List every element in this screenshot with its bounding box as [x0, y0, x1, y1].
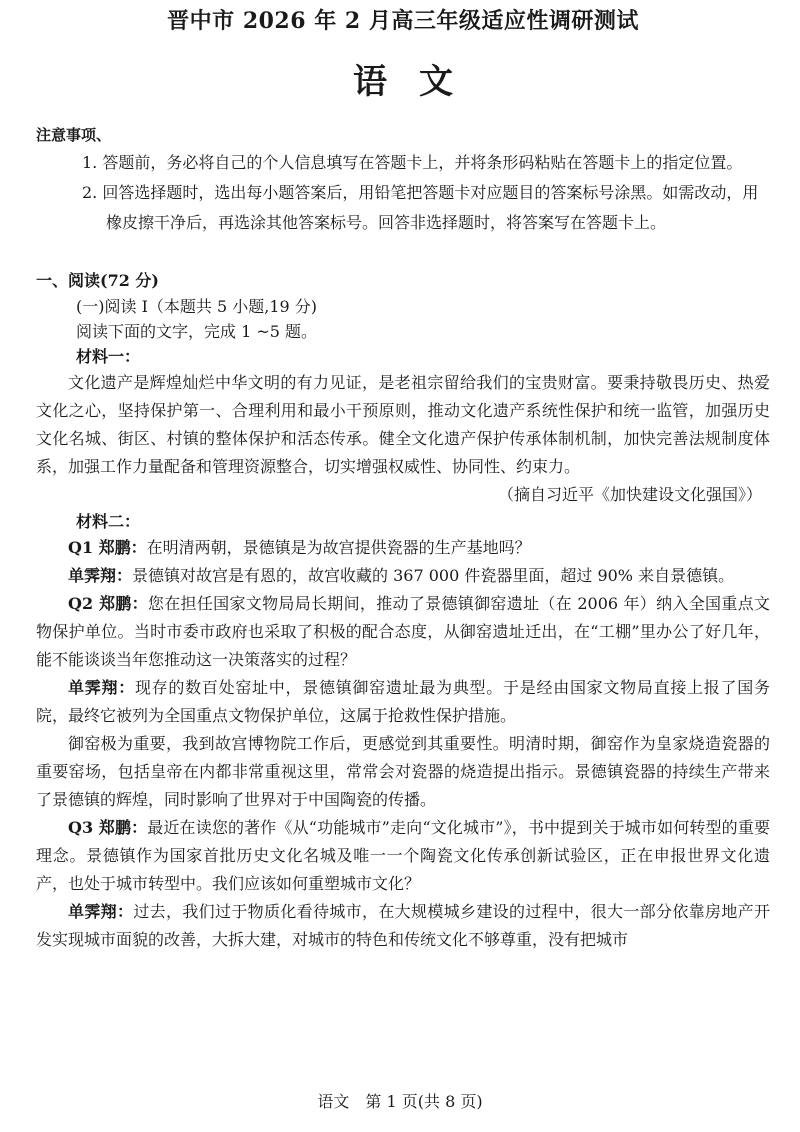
material-2-label: 材料二：	[76, 512, 141, 531]
qa-paragraph	[36, 562, 770, 590]
qa-paragraph	[36, 730, 770, 814]
qa-speaker: 单霁翔：	[68, 678, 135, 697]
exam-title: 晋中市 2026 年 2 月高三年级适应性调研测试	[167, 8, 639, 34]
notice-heading: 注意事项、	[36, 126, 112, 144]
qa-text: 过去，我们过于物质化看待城市，在大规模城乡建设的过程中，很大一部分依靠房地产开发实现城市面貌的改善，大拆大建，对城市的特色和传统文化不够尊重，没有把城市	[36, 902, 770, 949]
page-footer: 语文 第 1 页(共 8 页)	[317, 1092, 483, 1111]
section-title: 一、阅读(72 分)	[36, 271, 159, 290]
qa-text: 您在担任国家文物局局长期间，推动了景德镇御窑遗址（在 2006 年）纳入全国重点文物保护单位。当时市委市政府也采取了积极的配合态度，从御窑遗址迁出，在“工棚”里办公了好几年，能不能谈谈当年您推动这一决策落实的过程？	[36, 594, 770, 669]
notice-item-1: 1. 答题前，务必将自己的个人信息填写在答题卡上，并将条形码粘贴在答题卡上的指定位置。	[82, 153, 743, 172]
qa-text: 御窑极为重要，我到故宫博物院工作后，更感觉到其重要性。明清时期，御窑作为皇家烧造瓷器的重要窑场，包括皇帝在内都非常重视这里，常常会对瓷器的烧造提出指示。景德镇瓷器的持续生产带来了景德镇的辉煌，同时影响了世界对于中国陶瓷的传播。	[36, 734, 770, 809]
qa-text: 景德镇对故宫是有恩的，故宫收藏的 367 000 件瓷器里面，超过 90% 来自景德镇。	[132, 566, 735, 585]
qa-speaker: Q1 郑鹏：	[68, 538, 147, 557]
notice-item-2: 2. 回答选择题时，选出每小题答案后，用铅笔把答题卡对应题目的答案标号涂黑。如需改动，用橡皮擦干净后，再选涂其他答案标号。回答非选择题时，将答案写在答题卡上。	[82, 183, 759, 232]
reading-section	[36, 268, 770, 954]
qa-text: 在明清两朝，景德镇是为故宫提供瓷器的生产基地吗？	[146, 538, 531, 557]
qa-speaker: 单霁翔：	[68, 902, 134, 921]
qa-text: 现存的数百处窑址中，景德镇御窑遗址最为典型。于是经由国家文物局直接上报了国务院，最终它被列为全国重点文物保护单位，这属于抢救性保护措施。	[36, 678, 770, 725]
qa-speaker: Q2 郑鹏：	[68, 594, 148, 613]
qa-paragraph	[36, 590, 770, 674]
qa-speaker: 单霁翔：	[68, 566, 133, 585]
material-1-source: （摘自习近平《加快建设文化强国》）	[497, 485, 762, 504]
qa-text: 最近在读您的著作《从“功能城市”走向“文化城市”》，书中提到关于城市如何转型的重要理念。景德镇作为国家首批历史文化名城及唯一一个陶瓷文化传承创新试验区，正在申报世界文化遗产，也处于城市转型中。我们应该如何重塑城市文化？	[36, 818, 770, 893]
subsection-title: (一)阅读 I（本题共 5 小题,19 分)	[76, 297, 318, 316]
material-1-text: 文化遗产是辉煌灿烂中华文明的有力见证，是老祖宗留给我们的宝贵财富。要秉持敬畏历史、热爱文化之心，坚持保护第一、合理利用和最小干预原则，推动文化遗产系统性保护和统一监管，加强历史文化名城、街区、村镇的整体保护和活态传承。健全文化遗产保护传承体制机制，加快完善法规制度体系，加强工作力量配备和管理资源整合，切实增强权威性、协同性、约束力。	[36, 373, 770, 476]
qa-paragraph	[36, 898, 770, 954]
notice-section	[36, 122, 770, 238]
instruction-text: 阅读下面的文字，完成 1 ~5 题。	[76, 322, 318, 341]
qa-paragraph	[36, 674, 770, 730]
qa-paragraph	[36, 534, 770, 562]
qa-speaker: Q3 郑鹏：	[68, 818, 148, 837]
material-1-label: 材料一：	[76, 347, 141, 366]
qa-paragraph	[36, 814, 770, 898]
subject-title: 语文	[353, 62, 485, 102]
